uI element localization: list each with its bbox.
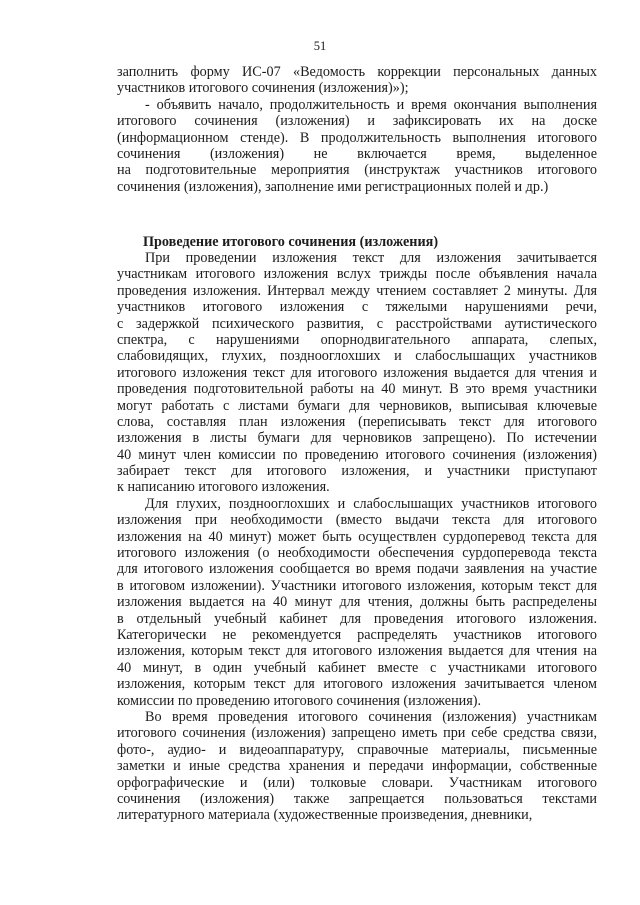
text-line: в отдельный учебный кабинет для проведения итогового изложения. [117, 610, 597, 627]
text-line: заполнить форму ИС-07 «Ведомость коррекции персональных данных [117, 64, 597, 80]
text-line: Для глухих, позднооглохших и слабослышащих участников итогового [145, 495, 597, 512]
text-line: участников итогового сочинения (изложения)»); [117, 80, 409, 97]
text-line: орфографические и (или) толковые словари. Участникам итогового [117, 774, 597, 791]
text-line: на подготовительные мероприятия (инструктаж участников итогового [117, 162, 597, 179]
text-line: 40 минут член комиссии по проведению итогового сочинения (изложения) [117, 446, 597, 463]
text-line: забирает текст для итогового изложения, и участники приступают [117, 463, 597, 480]
text-line: участникам итогового изложения вслух трижды после объявления начала [117, 266, 597, 283]
text-line: могут работать с листами бумаги для черновиков, выписывая ключевые [117, 397, 597, 414]
text-line: изложения в листы бумаги для черновиков запрещено). По истечении [117, 430, 597, 447]
section-heading: Проведение итогового сочинения (изложения) [143, 234, 439, 250]
text-line: фото-, аудио- и видеоаппаратуру, справочные материалы, письменные [117, 741, 597, 758]
text-line: сочинения (изложения) не включается время, выделенное [117, 145, 597, 162]
text-line: заметки и иные средства хранения и передачи информации, собственные [117, 758, 597, 775]
text-line: для итогового изложения сообщается во время подачи заявления на участие [117, 561, 597, 578]
text-line: слабовидящих, глухих, позднооглохших и слабослышащих участников [117, 348, 597, 365]
text-line: итогового изложения текст для итогового изложения выдается для чтения и [117, 364, 597, 381]
text-line: сочинения (изложения) также запрещается пользоваться текстами [117, 790, 597, 807]
page-number: 51 [313, 39, 327, 53]
text-line: изложения на 40 минут) может быть осуществлен сурдоперевод текста для [117, 528, 597, 545]
text-line: изложения выдается на 40 минут для чтения, должны быть распределены [117, 594, 597, 611]
text-line: к написанию итогового изложения. [117, 479, 330, 496]
text-line: слова, составляя план изложения (переписывать текст для итогового [117, 413, 597, 430]
text-line: Категорически не рекомендуется распределять участников итогового [117, 626, 597, 643]
text-line: в итоговом изложении). Участники итогового изложения, которым текст для [117, 577, 597, 594]
text-line: итогового изложения (о необходимости обеспечения сурдоперевода текста [117, 545, 597, 562]
text-line: (информационном стенде). В продолжительность выполнения итогового [117, 129, 597, 146]
text-line: участников итогового изложения с тяжелыми нарушениями речи, [117, 299, 597, 316]
intro-paragraphs [117, 64, 597, 195]
text-line: итогового сочинения (изложения) запрещено иметь при себе средства связи, [117, 725, 597, 742]
text-line: с задержкой психического развития, с расстройствами аутистического [117, 315, 597, 332]
text-line: Во время проведения итогового сочинения (изложения) участникам [145, 708, 597, 725]
text-line: итогового сочинения (изложения) и зафиксировать их на доске [117, 113, 597, 130]
text-line: изложения, которым текст для итогового изложения выдается для чтения на [117, 643, 597, 660]
text-line: изложения, которым текст для итогового изложения зачитывается членом [117, 676, 597, 693]
text-line: 40 минут, в один учебный кабинет вместе с участниками итогового [117, 659, 597, 676]
text-line: При проведении изложения текст для изложения зачитывается [145, 250, 597, 266]
text-line: проведения изложения. Интервал между чтением составляет 2 минуты. Для [117, 282, 597, 299]
text-line: комиссии по проведению итогового сочинения (изложения). [117, 692, 482, 709]
text-line: - объявить начало, продолжительность и время окончания выполнения [145, 96, 597, 113]
text-line: спектра, с нарушениями опорнодвигательного аппарата, слепых, [117, 331, 597, 348]
text-line: проведения подготовительной работы на 40 минут. В это время участники [117, 381, 597, 398]
text-line: сочинения (изложения), заполнение ими регистрационных полей и др.) [117, 178, 549, 195]
text-line: литературного материала (художественные произведения, дневники, [117, 807, 533, 824]
section-body [117, 250, 597, 824]
text-line: изложения при необходимости (вместо выдачи текста для итогового [117, 512, 597, 529]
